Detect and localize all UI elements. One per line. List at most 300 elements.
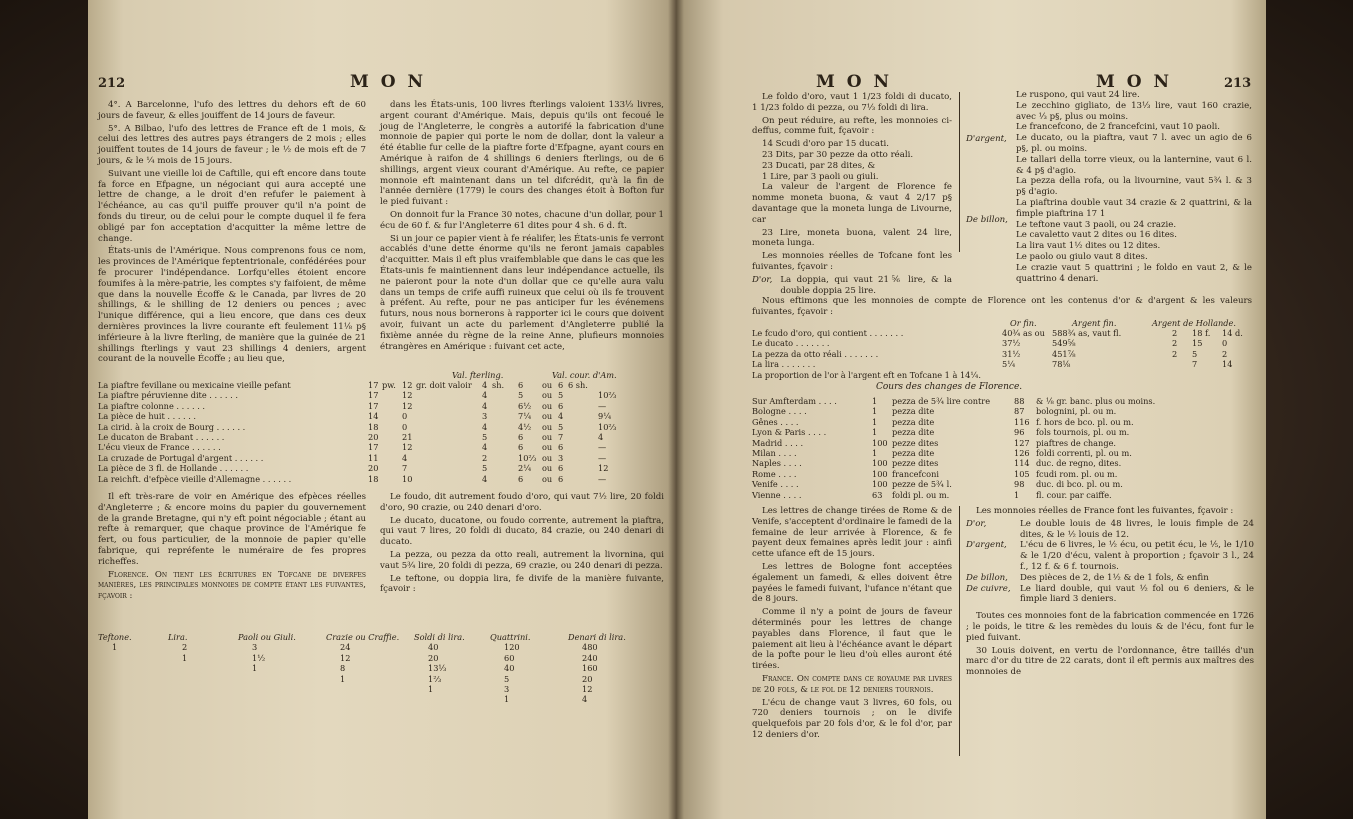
paragraph: 30 Louis doivent, en vertu de l'ordonnance, être taillés d'un marc d'or du titre de 22 carats, dont il eft permis aux maîtres des monnoies de: [966, 645, 1254, 678]
coin-line: La piaftrina double vaut 34 crazie & 2 quattrini, & la fimple piaftrina 17 1: [1016, 197, 1252, 219]
right-column-1c: [752, 506, 952, 743]
table-row: [752, 396, 1252, 406]
table-row: [98, 632, 666, 642]
table-cell: Le ducaton de Brabant . . . . . .: [98, 431, 225, 442]
estimate-line: [752, 296, 1252, 320]
table-cell: duc. de regno, dites.: [1036, 458, 1122, 469]
table-row: [98, 642, 666, 652]
paragraph: Comme il n'y a point de jours de faveur déterminés pour les lettres de change payables dans Florence, il faut que le paiement ait lieu à l'échéance avant le départ de la pofte pour le lieu d'où elles auront été tirées.: [752, 607, 952, 672]
table-cell: 13⅓: [428, 663, 447, 674]
table-cell: 6: [518, 473, 524, 484]
table-cell: f. hors de bco. pl. ou m.: [1036, 416, 1134, 427]
table-cell: 5: [558, 421, 564, 432]
gold-coins: [752, 275, 952, 297]
paragraph: La pezza, ou pezza da otto reali, autrement la livornina, qui vaut 5¾ lire, 20 foldi di pezza, 69 crazie, ou 240 denari di pezza.: [380, 549, 664, 571]
table-cell: 240: [582, 652, 598, 663]
table-cell: 4: [482, 400, 488, 411]
table-cell: 1: [872, 427, 878, 438]
table-cell: 12: [402, 380, 413, 390]
paragraph: Si un jour ce papier vient à fe réalifer, les États-unis fe verront accablés d'une dette énorme qu'ils ne feront jamais capables d'acquitter. Mais il eft plus vraifemblable que dans le cas que les États-unis fe maintiennent dans leur indépendance actuelle, ils ne paieront pour la note d'un dollar que ce qu'elle aura valu dans un temps de crife auffi ruineux que celui où ils fe trouvent à préfent. Au refte, pour ne pas anticiper fur les événemens futurs, nous nous bornerons à rapporter ici le cours que doivent avoir, fuivant un acte du parlement d'Angleterre publié la fixième année du règne de la reine Anne, plufieurs monnoies étrangères en Amérique : fuivant cet acte,: [380, 233, 664, 352]
table-row: [98, 453, 666, 463]
table-cell: & ⅛ gr. banc. plus ou moins.: [1036, 396, 1156, 406]
category-text: Des pièces de 2, de 1½ & de 1 fols, & enfin: [1020, 572, 1209, 583]
coin-lines: [1016, 90, 1252, 284]
coin-line: Le crazie vaut 5 quattrini ; le foldo en vaut 2, & le quattrino 4 denari.: [1016, 262, 1252, 284]
coin-value-table: [98, 370, 666, 484]
page-number: 212: [98, 76, 126, 91]
table-cell: 31½: [1002, 348, 1021, 359]
changes-rows: [752, 396, 1252, 500]
table-row: [98, 442, 666, 452]
table-cell: Milan . . . .: [752, 447, 797, 458]
table-cell: Paoli ou Giuli.: [238, 632, 296, 642]
table-cell: 2: [482, 452, 488, 463]
table-cell: —: [598, 400, 607, 411]
table-cell: 2: [1172, 328, 1178, 338]
table-cell: 3: [482, 411, 488, 422]
table-cell: 7: [1192, 359, 1198, 370]
table-cell: 17: [368, 380, 379, 390]
table-cell: pezza dite: [892, 427, 935, 438]
coin-line: Le francefcono, de 2 francefcini, vaut 10 paoli.: [1016, 122, 1220, 133]
paragraph: Suivant une vieille loi de Caftille, qui eft encore dans toute fa force en Efpagne, un négociant qui aura accepté une lettre de change, a le droit d'en refufer le paiement à l'échéance, au cas qu'il puiffe prouver qu'il n'a point de fonds du tireur, ou de celui pour le compte duquel il fe fera obligé par fon acceptation d'acquitter la même lettre de change.: [98, 168, 366, 244]
table-cell: 1: [504, 694, 510, 705]
paragraph: L'écu de change vaut 3 livres, 60 fols, ou 720 deniers tournois ; on le divife quelquefois par 20 fols d'or, & le fol d'or, par 12 deniers d'or.: [752, 697, 952, 740]
table-cell: 10⅔: [598, 390, 617, 401]
table-cell: —: [598, 473, 607, 484]
table-cell: 100: [872, 479, 888, 490]
table-cell: 1: [872, 406, 878, 417]
table-cell: 88: [1014, 396, 1025, 406]
paragraph: Nous eftimons que les monnoies de compte de Florence ont les contenus d'or & d'argent & les valeurs fuivantes, fçavoir :: [752, 296, 1252, 317]
table-cell: 9¼: [598, 411, 612, 422]
table-cell: La pièce de 3 fl. de Hollande . . . . . .: [98, 463, 249, 474]
table-cell: 5: [482, 431, 488, 442]
table-cell: ou: [542, 400, 553, 411]
table-row: [752, 359, 1252, 369]
table-cell: 5: [482, 463, 488, 474]
list-item: 1 Lire, par 3 paoli ou giuli.: [762, 171, 879, 182]
category-label: De billon,: [966, 214, 1008, 225]
running-head: M O N: [816, 72, 893, 92]
table-cell: 18: [368, 421, 379, 432]
table-row: [98, 411, 666, 421]
table-header: Val. cour. d'Am.: [552, 370, 617, 380]
table-cell: Bologne . . . .: [752, 406, 807, 417]
table-cell: 17: [368, 390, 379, 401]
table-cell: 18: [368, 473, 379, 484]
table-cell: 0: [1222, 338, 1228, 349]
table-cell: pezze dites: [892, 437, 939, 448]
paragraph: Les lettres de change tirées de Rome & de Venife, s'acceptent d'ordinaire le famedi de la femaine de leur arrivée à Florence, & fe payent deux femaines après ledit jour : ainfi cette ufance eft de 15 jours.: [752, 506, 952, 560]
table-cell: 5: [518, 390, 524, 401]
table-cell: piaftres de change.: [1036, 437, 1117, 448]
coin-line: La pezza della rofa, ou la livournine, vaut 5¾ l. & 3 p§ d'agio.: [1016, 176, 1252, 198]
table-cell: 12: [582, 683, 593, 694]
table-cell: 5: [558, 390, 564, 401]
table-cell: La cruzade de Portugal d'argent . . . . . .: [98, 452, 264, 463]
table-cell: gr. doit valoir: [416, 380, 472, 390]
paragraph: La valeur de l'argent de Florence fe nomme moneta buona, & vaut 4 2/17 p§ davantage que la moneta lunga de Livourne, car: [752, 182, 952, 225]
table-cell: 14: [1222, 359, 1233, 370]
table-cell: fcudi rom. pl. ou m.: [1036, 468, 1118, 479]
coin-line: Le ducato, ou la piaftra, vaut 7 l. avec un agio de 6 p§, pl. ou moins.: [1016, 133, 1252, 154]
table-cell: 14 d.: [1222, 328, 1243, 338]
fine-rows: [752, 328, 1252, 370]
table-row: [752, 448, 1252, 458]
table-cell: 98: [1014, 479, 1025, 490]
table-row: [752, 417, 1252, 427]
table-cell: Le ducato . . . . . . .: [752, 338, 830, 349]
paragraph: Les lettres de Bologne font acceptées également un famedi, & elles doivent être payées le famedi fuivant, l'ufance n'étant que de 8 jours.: [752, 561, 952, 605]
table-cell: 4: [582, 694, 588, 705]
table-cell: francefconi: [892, 468, 939, 479]
table-cell: 78⅛: [1052, 359, 1071, 370]
paragraph: Le foudo, dit autrement foudo d'oro, qui vaut 7½ lire, 20 foldi d'oro, 90 crazie, ou 240 denari d'oro.: [380, 492, 664, 513]
category-label: D'or,: [966, 518, 987, 529]
left-column-2: [380, 100, 664, 354]
table-cell: 20: [368, 431, 379, 442]
table-row: [98, 401, 666, 411]
coin-line: Le cavaletto vaut 2 dites ou 16 dites.: [1016, 230, 1177, 241]
column-divider: [959, 506, 960, 756]
table-cell: 1: [112, 642, 118, 653]
table-cell: 126: [1014, 447, 1030, 458]
table-row: [752, 427, 1252, 437]
table-cell: Soldi di lira.: [414, 632, 465, 642]
table-row: [98, 463, 666, 473]
paragraph: 4°. A Barcelonne, l'ufo des lettres du dehors eft de 60 jours de faveur, & elles jouiffent de 14 jours de faveur.: [98, 100, 366, 121]
table-cell: 0: [402, 421, 408, 432]
left-column-1: [98, 100, 366, 367]
table-cell: 1: [872, 396, 878, 406]
book-gutter: [668, 0, 684, 819]
coin-group: [966, 573, 1254, 584]
table-cell: 6: [558, 400, 564, 411]
table-cell: bolognini, pl. ou m.: [1036, 406, 1117, 417]
table-cell: fols tournois, pl. ou m.: [1036, 427, 1130, 438]
coin-group: [966, 584, 1254, 606]
table-cell: 2: [182, 642, 188, 653]
table-cell: 6 sh.: [568, 380, 588, 390]
table-row: [98, 653, 666, 663]
table-cell: 40: [504, 663, 515, 674]
table-cell: 20: [582, 673, 593, 684]
table-cell: Lyon & Paris . . . .: [752, 427, 827, 438]
category-text: L'écu de 6 livres, le ½ écu, ou petit écu, le ⅕, le 1/10 & le 1/20 d'écu, valent à proportion ; fçavoir 3 l., 24 f., 12 f. & 6 f. tournois.: [1020, 540, 1254, 572]
paragraph: 23 Lire, moneta buona, valent 24 lire, moneta lunga.: [752, 227, 952, 249]
table-cell: Denari di lira.: [568, 632, 626, 642]
coin-line: Le ruspono, qui vaut 24 lire.: [1016, 90, 1140, 100]
table-cell: pezza dite: [892, 447, 935, 458]
table-cell: 127: [1014, 437, 1030, 448]
table-cell: pw.: [382, 380, 396, 390]
left-column-1b: [98, 492, 366, 604]
table-cell: 6: [558, 380, 564, 390]
table-cell: 5¼: [1002, 359, 1016, 370]
paragraph: États-unis de l'Amérique. Nous comprenons fous ce nom, les provinces de l'Amérique feptentrionale, confédérées pour fe procurer l'indépendance. Lorfqu'elles étoient encore foumifes à la mère-patrie, les comptes s'y faifoient, de même que dans la nouvelle Écoffe & le Canada, par livres de 20 shillings, & le shilling de 12 deniers ou pences ; avec l'unique différence, qui a lieu encore, que dans ces deux dernières provinces la livre courante eft feulement 11⅛ p§ inférieure à la livre fterling, de manière que la guinée de 21 shillings fterlings y vaut 23 shillings 4 deniers, argent courant de la nouvelle Écoffe ; au lieu que,: [98, 246, 366, 365]
coin-line: Le zecchino gigliato, de 13⅓ lire, vaut 160 crazie, avec ⅓ p§, plus ou moins.: [1016, 100, 1252, 122]
paragraph: On donnoit fur la France 30 notes, chacune d'un dollar, pour 1 écu de 60 f. & fur l'Angleterre 61 dites pour 4 sh. 6 d. ft.: [380, 209, 664, 231]
table-cell: duc. di bco. pl. ou m.: [1036, 479, 1123, 490]
table-cell: 4: [558, 411, 564, 422]
category-label: D'argent,: [966, 134, 1007, 144]
table-cell: sh.: [492, 380, 505, 390]
table-cell: 6: [558, 442, 564, 453]
table-cell: fl. cour. par caiffe.: [1036, 489, 1112, 500]
table-cell: 480: [582, 642, 598, 653]
table-row: [98, 390, 666, 400]
table-row: [752, 479, 1252, 489]
table-cell: 100: [872, 458, 888, 469]
table-cell: 4½: [518, 421, 532, 432]
table-cell: La pezza da otto réali . . . . . . .: [752, 348, 879, 359]
table-cell: 2: [1222, 348, 1228, 359]
table-cell: 6: [558, 473, 564, 484]
table-cell: 116: [1014, 416, 1030, 427]
paragraph: France. On compte dans ce royaume par livres de 20 fols, & le fol de 12 deniers tournois.: [752, 673, 952, 695]
table-cell: 10⅔: [598, 421, 617, 432]
table-cell: La pièce de huit . . . . . .: [98, 411, 197, 422]
table-cell: 15: [1192, 338, 1203, 349]
column-divider: [959, 92, 960, 252]
table-cell: Teftone.: [98, 632, 132, 642]
table-cell: pezza dite: [892, 406, 935, 417]
table-row: [98, 694, 666, 704]
table-cell: 100: [872, 437, 888, 448]
table-cell: 1: [872, 447, 878, 458]
paragraph: 5°. A Bilbao, l'ufo des lettres de France eft de 1 mois, & celui des lettres des autres pays étrangers de 2 mois ; elles jouiffent toutes de 14 jours de faveur ; le ½ de mois eft de 7 jours, & le ¼ mois de 15 jours.: [98, 123, 366, 166]
table-header: Argent fin.: [1072, 318, 1117, 328]
table-cell: —: [598, 452, 607, 463]
table-row: [752, 338, 1252, 348]
table-cell: 11: [368, 452, 379, 463]
list-item: 23 Ducati, par 28 dites, &: [762, 160, 876, 171]
table-cell: 120: [504, 642, 520, 653]
table-cell: 87: [1014, 406, 1025, 417]
table-cell: 12: [402, 390, 413, 401]
left-column-2b: [380, 492, 664, 597]
paragraph: Les monnoies réelles de France font les fuivantes, fçavoir :: [976, 506, 1234, 516]
table-cell: pezza dite: [892, 416, 935, 427]
table-row: [98, 432, 666, 442]
category-text: Le liard double, qui vaut ½ fol ou 6 deniers, & le fimple liard 3 deniers.: [1020, 583, 1254, 605]
exchange-table: [752, 396, 1252, 500]
paragraph: Le foldo d'oro, vaut 1 1/23 foldi di ducato, 1 1/23 foldo di pezza, ou 7⅓ foldi di lira.: [752, 92, 952, 113]
paragraph: Il eft très-rare de voir en Amérique des efpèces réelles d'Angleterre ; & encore moins du papier du gouvernement de la grande Bretagne, qui n'y eft point négociable ; étant au refte à remarquer, que chaque province de l'Amérique fe fert, ou fous particulier, de la monnoie de papier qu'elle fabrique, qui repréfente le numéraire de fes propres richeffes.: [98, 492, 366, 567]
table-cell: pezza de 5¾ lire contre: [892, 396, 991, 406]
table-cell: 10⅔: [518, 452, 537, 463]
table-cell: 2: [1172, 338, 1178, 349]
changes-title: Cours des changes de Florence.: [876, 382, 1023, 392]
table-cell: 6: [518, 442, 524, 453]
category-text: La doppia, qui vaut 21⅚ lire, & la double doppia 25 lire.: [780, 274, 952, 296]
table-cell: 1½: [252, 652, 266, 663]
table-cell: Sur Amfterdam . . . .: [752, 396, 837, 406]
table-cell: 4: [402, 452, 408, 463]
table-cell: Le fcudo d'oro, qui contient . . . . . . .: [752, 328, 904, 338]
category-label: D'argent,: [966, 540, 1007, 551]
table-cell: ou: [542, 473, 553, 484]
table-cell: Venife . . . .: [752, 479, 799, 490]
table-cell: ou: [542, 463, 553, 474]
table-cell: 7: [402, 463, 408, 474]
table-row: [752, 406, 1252, 416]
table-cell: 14: [368, 411, 379, 422]
category-label: De cuivre,: [966, 583, 1011, 594]
fine-content-table: [752, 318, 1252, 380]
table-cell: ou: [542, 442, 553, 453]
category-label: De billon,: [966, 572, 1008, 583]
table-cell: 160: [582, 663, 598, 674]
table-cell: 3: [252, 642, 258, 653]
table-cell: 5: [504, 673, 510, 684]
table-cell: 114: [1014, 458, 1030, 469]
table-cell: 4: [482, 442, 488, 453]
table-cell: 1: [872, 416, 878, 427]
table-cell: 10: [402, 473, 413, 484]
table-cell: Crazie ou Craffie.: [326, 632, 400, 642]
table-cell: La reichft. d'efpèce vieille d'Allemagne . . . . . .: [98, 473, 292, 484]
table-cell: 3: [558, 452, 564, 463]
table-cell: Rome . . . .: [752, 468, 797, 479]
table-header: Or fin.: [1010, 318, 1037, 328]
table-cell: pezze de 5¾ l.: [892, 479, 952, 490]
table-cell: 40: [428, 642, 439, 653]
table-cell: 2¼: [518, 463, 532, 474]
table-cell: 4: [482, 421, 488, 432]
table-cell: La piaftre colonne . . . . . .: [98, 400, 206, 411]
table-row: [98, 684, 666, 694]
running-head: M O N: [350, 72, 427, 92]
table-cell: 100: [872, 468, 888, 479]
table-row: [752, 349, 1252, 359]
table-cell: 96: [1014, 427, 1025, 438]
table-cell: 5: [1192, 348, 1198, 359]
teston-table: [98, 632, 666, 705]
table-cell: ou: [542, 431, 553, 442]
coin-line: La lira vaut 1½ dites ou 12 dites.: [1016, 241, 1161, 252]
table-cell: ou: [542, 452, 553, 463]
table-cell: pezze dites: [892, 458, 939, 469]
right-page: [676, 0, 1266, 819]
left-page: [88, 0, 676, 819]
page-number: 213: [1224, 76, 1252, 91]
table-cell: 0: [402, 411, 408, 422]
table-cell: —: [598, 442, 607, 453]
table-cell: 3: [504, 683, 510, 694]
table-header: Argent de Hollande.: [1152, 318, 1236, 328]
table-cell: foldi pl. ou m.: [892, 489, 950, 500]
table-cell: 451⅞: [1052, 348, 1076, 359]
table-cell: 24: [340, 642, 351, 653]
right-column-2: [966, 90, 1256, 284]
table-header: Val. fterling.: [452, 370, 504, 380]
paragraph: Florence. On tient les écritures en Tofcane de diverfes manières, les principales monnoies de compte étant les fuivantes, fçavoir :: [98, 569, 366, 602]
table-row: [752, 490, 1252, 500]
table-cell: 4: [482, 390, 488, 401]
table-row: [752, 438, 1252, 448]
category-text: Le double louis de 48 livres, le louis fimple de 24 dites, & le ½ louis de 12.: [1020, 518, 1254, 540]
table-cell: Gênes . . . .: [752, 416, 799, 427]
table-row: [98, 674, 666, 684]
table-row: [752, 328, 1252, 338]
coin-group: [966, 540, 1254, 572]
paragraph: On peut réduire, au refte, les monnoies ci-deffus, comme fuit, fçavoir :: [752, 115, 952, 137]
table-cell: foldi correnti, pl. ou m.: [1036, 447, 1132, 458]
table-cell: ou: [542, 390, 553, 401]
coin-line: Le paolo ou giulo vaut 8 dites.: [1016, 251, 1148, 262]
table-cell: ou: [542, 411, 553, 422]
table-cell: 1: [1014, 489, 1020, 500]
table-cell: 1: [182, 652, 188, 663]
table-row: [752, 469, 1252, 479]
category-label: D'or,: [752, 274, 773, 285]
table-cell: 63: [872, 489, 883, 500]
table-cell: 6: [518, 431, 524, 442]
table-row: [98, 380, 666, 390]
paragraph: Les monnoies réelles de Tofcane font les fuivantes, fçavoir :: [752, 251, 952, 272]
table-cell: Vienne . . . .: [752, 489, 802, 500]
table-cell: 549⅝: [1052, 338, 1076, 349]
table-cell: 1: [428, 683, 434, 694]
right-column-1: [752, 92, 952, 296]
table-cell: 12: [402, 400, 413, 411]
table-cell: L'écu vieux de France . . . . . .: [98, 442, 221, 453]
table-cell: La piaftre fevillane ou mexicaine vieille pefant: [98, 380, 291, 390]
table-cell: La cirid. à la croix de Bourg . . . . . .: [98, 421, 246, 432]
paragraph: Le ducato, ducatone, ou foudo corrente, autrement la piaftra, qui vaut 7 lires, 20 foldi di ducato, 84 crazie, ou 240 denari di ducato.: [380, 515, 664, 548]
table-cell: 6½: [518, 400, 532, 411]
table-row: [98, 663, 666, 673]
table-cell: 20: [368, 463, 379, 474]
table-cell: 20: [428, 652, 439, 663]
table-cell: 6: [518, 380, 524, 390]
table-cell: 8: [340, 663, 346, 674]
table-cell: 40¾ as ou: [1002, 328, 1045, 338]
table-cell: 4: [482, 473, 488, 484]
table-cell: 37½: [1002, 338, 1021, 349]
table-cell: 21: [402, 431, 413, 442]
table-cell: 12: [402, 442, 413, 453]
table-row: [752, 458, 1252, 468]
table-cell: 4: [482, 380, 488, 390]
table-cell: 4: [598, 431, 604, 442]
table-cell: 2: [1172, 348, 1178, 359]
table-row: [98, 474, 666, 484]
coin-rows: [98, 380, 666, 484]
paragraph: dans les États-unis, 100 livres fterlings valoient 133⅓ livres, argent courant d'Amérique. Mais, depuis qu'ils ont fecoué le joug de l'Angleterre, le congrès a autorifé la fabrication d'une monnoie de papier qui porte le nom de dollar, dont la valeur a été établie fur celle de la piaftre forte d'Efpagne, ayant cours en Amérique à raifon de 4 shillings 6 deniers fterlings, ou de 6 shillings, argent vieux courant d'Amérique. Au refte, ce papier monnoie eft maintenant dans un tel difcrédit, qu'à la fin de l'année dernière (1779) le cours des changes étoit à Bofton fur le pied fuivant :: [380, 100, 664, 208]
table-cell: 17: [368, 442, 379, 453]
table-cell: 60: [504, 652, 515, 663]
table-cell: 105: [1014, 468, 1030, 479]
table-cell: Naples . . . .: [752, 458, 802, 469]
table-cell: 12: [598, 463, 609, 474]
table-cell: 12: [340, 652, 351, 663]
list-item: 23 Dits, par 30 pezze da otto réali.: [762, 149, 914, 160]
table-cell: La piaftre péruvienne dite . . . . . .: [98, 390, 238, 401]
table-cell: ou: [542, 421, 553, 432]
table-cell: La lira . . . . . . .: [752, 359, 816, 370]
coin-group: [966, 519, 1254, 541]
table-cell: ou: [542, 380, 553, 390]
table-cell: Madrid . . . .: [752, 437, 804, 448]
table-cell: 17: [368, 400, 379, 411]
table-cell: 1: [340, 673, 346, 684]
teston-grid: [98, 632, 666, 705]
coin-line: Le teftone vaut 3 paoli, ou 24 crazie.: [1016, 219, 1177, 230]
table-cell: Quattrini.: [490, 632, 531, 642]
